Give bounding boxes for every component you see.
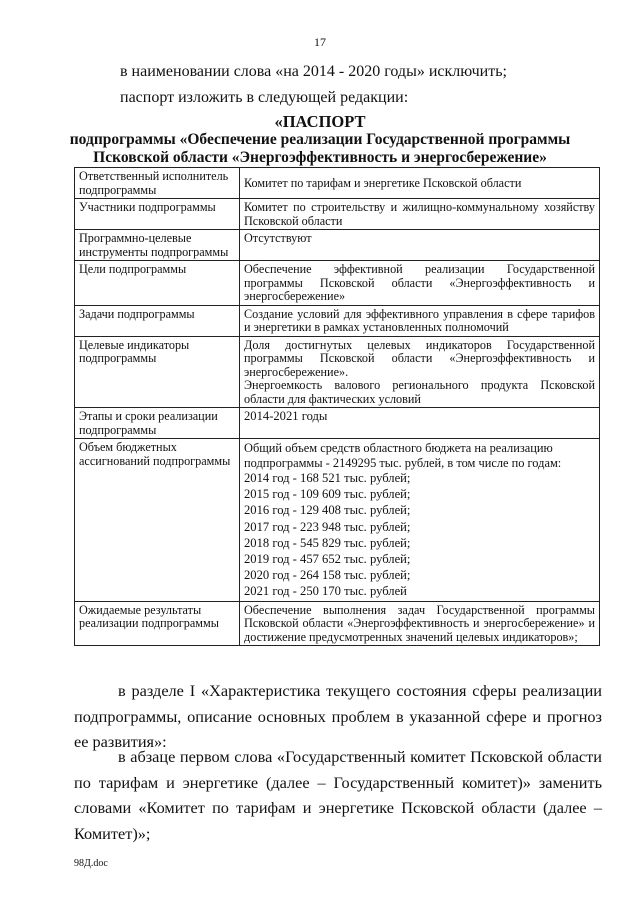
budget-year-item: 2020 год - 264 158 тыс. рублей; [244,568,411,583]
row-label: Ответственный исполнитель подпрограммы [75,168,240,199]
row-value: Комитет по тарифам и энергетике Псковской области [240,168,600,199]
passport-subtitle-1: подпрограммы «Обеспечение реализации Государственной программы [69,131,571,148]
row-label: Ожидаемые результаты реализации подпрограммы [75,601,240,646]
paragraph-section-1: в разделе I «Характеристика текущего состояния сферы реализации подпрограммы, описание основных проблем в указанной сфере и прогноз ее развития»: [74,681,602,751]
table-row [75,199,600,230]
page-number: 17 [314,35,326,49]
row-label: Целевые индикаторы подпрограммы [75,336,240,408]
row-value: Комитет по строительству и жилищно-коммунальному хозяйству Псковской области [240,199,600,230]
file-name-footer: 98Д.doc [74,858,108,869]
passport-subtitle-2: Псковской области «Энергоэффективность и энергосбережение» [93,149,547,166]
row-value [240,336,600,408]
budget-year-item: 2019 год - 457 652 тыс. рублей; [244,552,411,567]
budget-year-item: 2014 год - 168 521 тыс. рублей; [244,471,411,485]
budget-year-item: 2016 год - 129 408 тыс. рублей; [244,503,411,518]
row-value: Обеспечение выполнения задач Государственной программы Псковской области «Энергоэффективность и энергосбережение» и достижение предусмотренных значений целевых индикаторов»; [240,601,600,646]
row-label: Этапы и сроки реализации подпрограммы [75,408,240,439]
table-row [75,261,600,306]
row-label: Программно-целевые инструменты подпрограммы [75,230,240,261]
row-label: Задачи подпрограммы [75,305,240,336]
budget-total: Общий объем средств областного бюджета на реализацию подпрограммы - 2149295 тыс. рублей, в том числе по годам: [244,441,562,470]
row-value: 2014-2021 годы [240,408,600,439]
paragraph-replace-words: в абзаце первом слова «Государственный комитет Псковской области по тарифам и энергетике (далее – Государственный комитет)» заменить словами «Комитет по тарифам и энергетике Псковской области (далее – Комитет)»; [74,747,602,843]
table-row [75,336,600,408]
row-label: Участники подпрограммы [75,199,240,230]
row-value: Обеспечение эффективной реализации Государственной программы Псковской области «Энергоэффективность и энергосбережение» [240,261,600,306]
row-label: Цели подпрограммы [75,261,240,306]
row-value [240,439,600,602]
budget-year-item: 2018 год - 545 829 тыс. рублей; [244,535,411,550]
row-label: Объем бюджетных ассигнований подпрограммы [75,439,240,602]
budget-year-item: 2017 год - 223 948 тыс. рублей; [244,519,411,534]
budget-years-list [244,470,595,600]
table-row [75,305,600,336]
table-row [75,408,600,439]
table-row [75,230,600,261]
indicator-2: Энергоемкость валового регионального продукта Псковской области для фактических условий [244,378,595,406]
passport-title: «ПАСПОРТ [274,112,366,131]
lead-line-2: паспорт изложить в следующей редакции: [120,89,409,106]
passport-table [74,167,600,646]
budget-year-item: 2021 год - 250 170 тыс. рублей [244,584,407,599]
lead-line-1: в наименовании слова «на 2014 - 2020 годы» исключить; [120,63,507,80]
table-row [75,168,600,199]
budget-year-item: 2015 год - 109 609 тыс. рублей; [244,487,411,502]
table-row [75,439,600,602]
indicator-1: Доля достигнутых целевых индикаторов Государственной программы Псковской области «Энергоэффективность и энергосбережение». [244,337,595,379]
table-row [75,601,600,646]
row-value: Отсутствуют [240,230,600,261]
row-value: Создание условий для эффективного управления в сфере тарифов и энергетики в рамках установленных полномочий [240,305,600,336]
